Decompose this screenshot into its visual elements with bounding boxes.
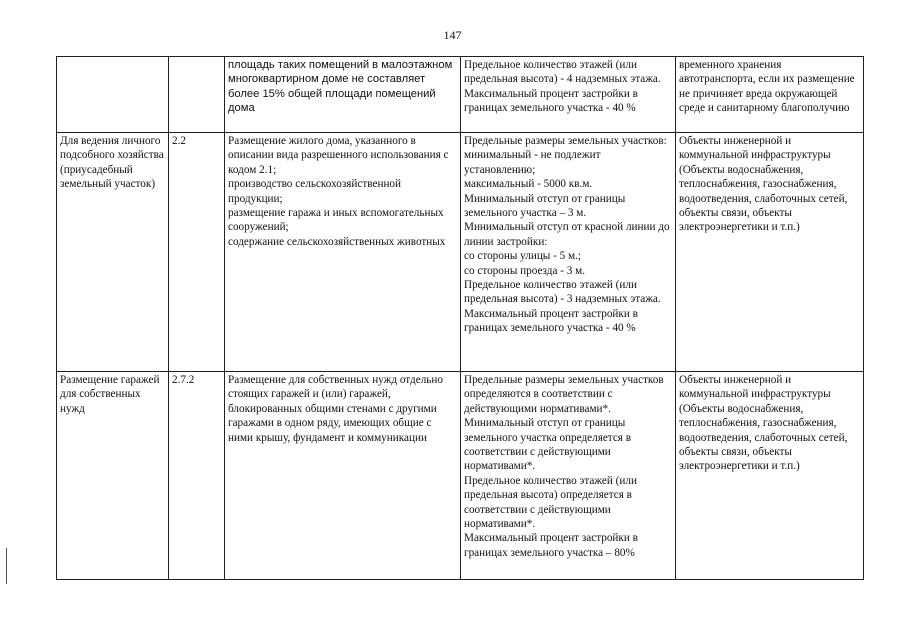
- parameters-cell: [461, 133, 676, 372]
- auxiliary-use-cell: [676, 57, 864, 133]
- use-description-cell: [225, 57, 461, 133]
- table-row: [57, 57, 864, 133]
- parameter-text: Минимальный отступ от красной линии до линии застройки:: [464, 221, 670, 248]
- parameter-text: Предельное количество этажей (или предельная высота) - 3 надземных этажа.: [464, 279, 661, 306]
- auxiliary-text: Объекты инженерной и коммунальной инфраструктуры (Объекты водоснабжения, теплоснабжения, газоснабжения, водоотведения, слаботочных сетей, объекты связи, объекты электроэнергетики и т.п.): [679, 374, 848, 473]
- use-name-cell: [57, 57, 169, 133]
- use-code-cell: [169, 57, 225, 133]
- use-name-cell: Для ведения личного подсобного хозяйства (приусадебный земельный участок): [57, 133, 169, 372]
- description-text: площадь таких помещений в малоэтажном многоквартирном доме не составляет более 15% общей площади помещений дома: [228, 59, 453, 115]
- parameter-text: Минимальный отступ от границы земельного участка – 3 м.: [464, 192, 626, 220]
- parameter-text: Предельное количество этажей (или предельная высота) - 4 надземных этажа.: [464, 59, 661, 86]
- page-number: 147: [443, 28, 462, 42]
- table-row: [57, 133, 864, 372]
- parameter-text: Максимальный процент застройки в границах земельного участка - 40 %: [464, 307, 638, 335]
- use-description-cell: [225, 372, 461, 580]
- parameter-text: со стороны проезда - 3 м.: [464, 264, 586, 277]
- auxiliary-text: временного хранения автотранспорта, если их размещение не причиняет вреда окружающей среде и санитарному благополучию: [679, 59, 855, 115]
- auxiliary-use-cell: [676, 372, 864, 580]
- parameter-text: Максимальный процент застройки в границах земельного участка – 80%: [464, 532, 638, 559]
- scan-margin-mark: [6, 548, 11, 584]
- table-row: [57, 372, 864, 580]
- use-description-cell: [225, 133, 461, 372]
- description-text: Размещение жилого дома, указанного в описании вида разрешенного использования с кодом 2.1;: [228, 135, 449, 176]
- parameter-text: максимальный - 5000 кв.м.: [464, 178, 593, 191]
- description-text: Размещение для собственных нужд отдельно стоящих гаражей и (или) гаражей, блокированных общими стенами с другими гаражами в одном ряду, имеющих общие с ними крышу, фундамент и коммуникации: [228, 374, 443, 444]
- parameters-cell: [461, 372, 676, 580]
- description-text: содержание сельскохозяйственных животных: [228, 235, 446, 248]
- use-code-cell: 2.2: [169, 133, 225, 372]
- parameter-text: минимальный - не подлежит установлению;: [464, 149, 601, 176]
- parameter-text: Максимальный процент застройки в границах земельного участка - 40 %: [464, 87, 638, 115]
- land-use-table: [56, 56, 864, 580]
- parameter-text: со стороны улицы - 5 м.;: [464, 250, 582, 263]
- use-code-cell: 2.7.2: [169, 372, 225, 580]
- parameter-text: Предельные размеры земельных участков определяются в соответствии с действующими нормативами*.: [464, 374, 664, 415]
- auxiliary-text: Объекты инженерной и коммунальной инфраструктуры (Объекты водоснабжения, теплоснабжения, газоснабжения, водоотведения, слаботочных сетей, объекты связи, объекты электроэнергетики и т.п.): [679, 135, 848, 234]
- parameter-text: Предельные размеры земельных участков:: [464, 135, 667, 147]
- parameter-text: Минимальный отступ от границы земельного участка определяется в соответствии с действующими нормативами*.: [464, 417, 632, 473]
- parameters-cell: [461, 57, 676, 133]
- auxiliary-use-cell: [676, 133, 864, 372]
- parameter-text: Предельное количество этажей (или предельная высота) определяется в соответствии с действующими нормативами*.: [464, 474, 637, 531]
- description-text: производство сельскохозяйственной продукции;: [228, 178, 402, 205]
- description-text: размещение гаража и иных вспомогательных сооружений;: [228, 207, 444, 234]
- use-name-cell: Размещение гаражей для собственных нужд: [57, 372, 169, 580]
